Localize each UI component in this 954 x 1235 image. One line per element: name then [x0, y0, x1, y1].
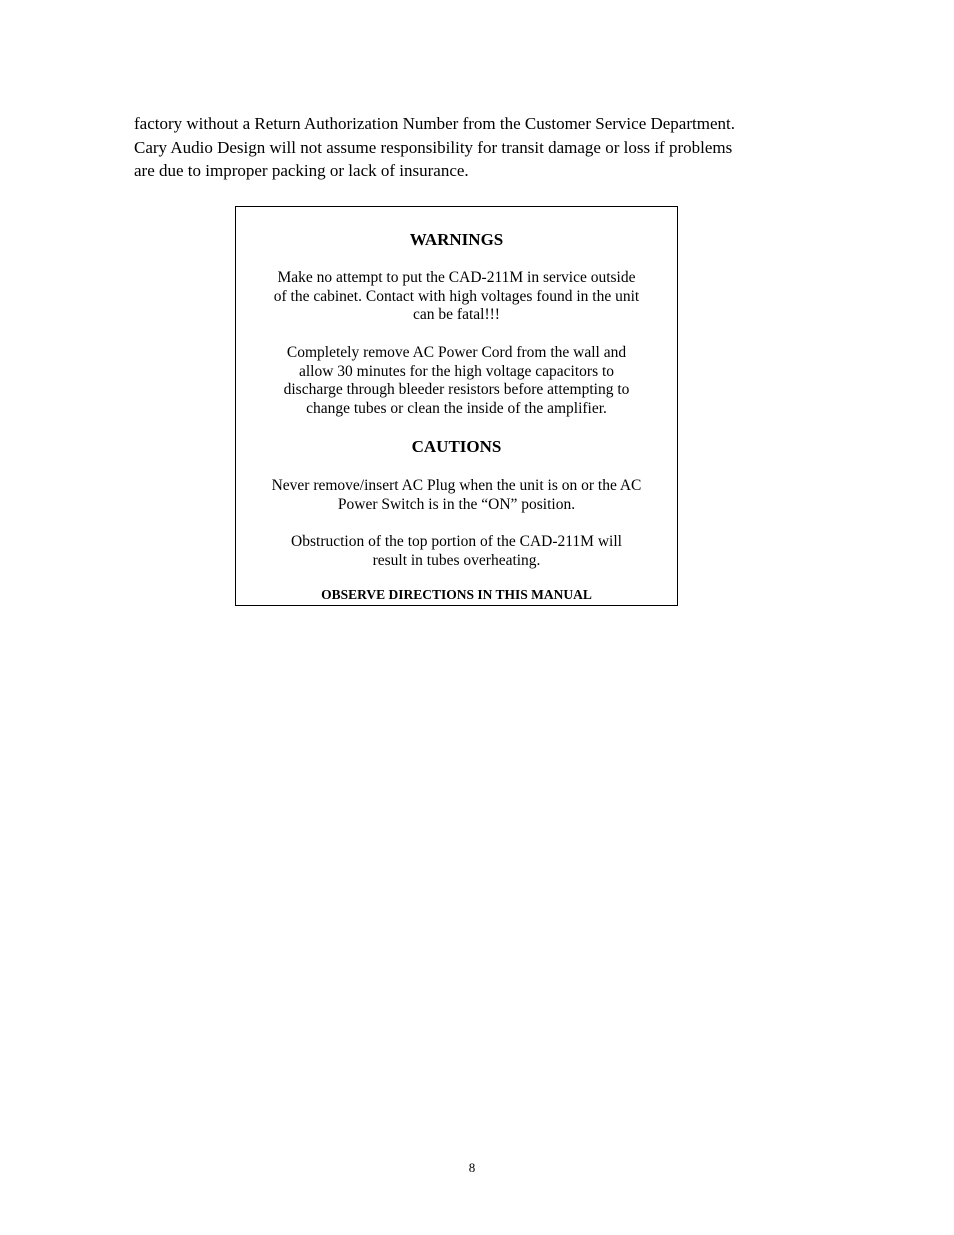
warning-line: can be fatal!!! [413, 306, 500, 324]
warning-line: Completely remove AC Power Cord from the wall and [286, 344, 627, 361]
caution-paragraph-ac-plug [240, 477, 673, 514]
caution-paragraph-obstruction [240, 533, 673, 570]
cautions-heading: CAUTIONS [411, 437, 502, 456]
warnings-heading: WARNINGS [409, 230, 504, 249]
intro-line: Cary Audio Design will not assume responsibility for transit damage or loss if problems [134, 137, 733, 157]
caution-line: Never remove/insert AC Plug when the unit is on or the AC [271, 477, 642, 494]
warning-line: change tubes or clean the inside of the amplifier. [306, 400, 607, 418]
warning-line: of the cabinet. Contact with high voltages found in the unit [273, 287, 640, 305]
intro-paragraph [134, 112, 824, 183]
observe-directions-footer: OBSERVE DIRECTIONS IN THIS MANUAL [321, 587, 592, 602]
warning-paragraph-power-cord [240, 344, 673, 419]
page-number: 8 [468, 1160, 476, 1175]
warnings-box [235, 206, 678, 606]
caution-line: Obstruction of the top portion of the CAD-211M will [291, 533, 622, 550]
warning-paragraph-cabinet [240, 269, 673, 325]
caution-line: result in tubes overheating. [372, 551, 541, 569]
warning-line: discharge through bleeder resistors before attempting to [283, 381, 630, 399]
caution-line: Power Switch is in the “ON” position. [337, 495, 576, 513]
warning-line: Make no attempt to put the CAD-211M in service outside [277, 269, 636, 286]
warning-line: allow 30 minutes for the high voltage capacitors to [298, 362, 615, 380]
intro-line: are due to improper packing or lack of insurance. [134, 161, 469, 180]
intro-line: factory without a Return Authorization Number from the Customer Service Department. [134, 114, 735, 133]
